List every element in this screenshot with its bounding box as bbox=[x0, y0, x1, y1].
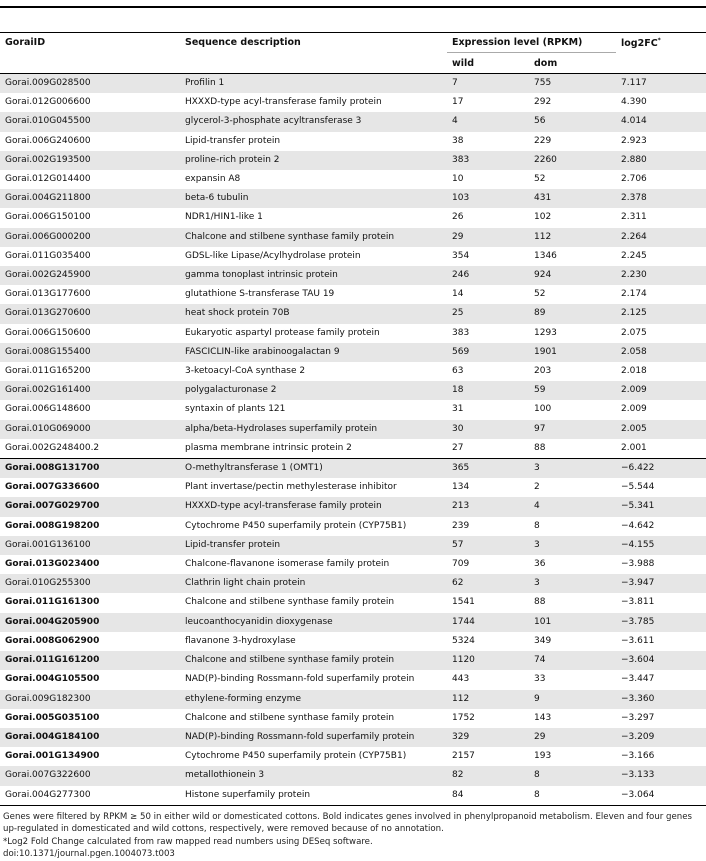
gene-id-cell: Gorai.006G150600 bbox=[0, 324, 180, 343]
description-cell: Chalcone and stilbene synthase family protein bbox=[180, 709, 447, 728]
gene-id-cell: Gorai.007G029700 bbox=[0, 497, 180, 516]
wild-rpkm-cell: 57 bbox=[447, 536, 529, 555]
gene-id-cell: Gorai.011G161300 bbox=[0, 593, 180, 612]
log2fc-cell: 7.117 bbox=[616, 74, 706, 94]
dom-rpkm-cell: 924 bbox=[529, 266, 616, 285]
gene-id-cell: Gorai.011G165200 bbox=[0, 362, 180, 381]
table-row bbox=[0, 420, 706, 439]
wild-rpkm-cell: 26 bbox=[447, 208, 529, 227]
dom-rpkm-cell: 755 bbox=[529, 74, 616, 94]
log2fc-cell: 2.264 bbox=[616, 228, 706, 247]
gene-id-cell: Gorai.010G069000 bbox=[0, 420, 180, 439]
gene-id-cell: Gorai.011G035400 bbox=[0, 247, 180, 266]
log2fc-cell: 2.230 bbox=[616, 266, 706, 285]
log2fc-cell: −3.811 bbox=[616, 593, 706, 612]
description-cell: flavanone 3-hydroxylase bbox=[180, 632, 447, 651]
gene-id-cell: Gorai.006G240600 bbox=[0, 132, 180, 151]
table-row bbox=[0, 362, 706, 381]
wild-rpkm-cell: 27 bbox=[447, 439, 529, 459]
wild-rpkm-cell: 354 bbox=[447, 247, 529, 266]
table-row bbox=[0, 632, 706, 651]
table-row bbox=[0, 478, 706, 497]
gene-id-cell: Gorai.002G248400.2 bbox=[0, 439, 180, 459]
log2fc-cell: 2.125 bbox=[616, 304, 706, 323]
wild-rpkm-cell: 84 bbox=[447, 786, 529, 806]
description-cell: GDSL-like Lipase/Acylhydrolase protein bbox=[180, 247, 447, 266]
dom-rpkm-cell: 4 bbox=[529, 497, 616, 516]
gene-id-cell: Gorai.002G245900 bbox=[0, 266, 180, 285]
log2fc-cell: −3.133 bbox=[616, 766, 706, 785]
log2fc-cell: −3.209 bbox=[616, 728, 706, 747]
dom-rpkm-cell: 52 bbox=[529, 285, 616, 304]
wild-rpkm-cell: 383 bbox=[447, 324, 529, 343]
wild-rpkm-cell: 10 bbox=[447, 170, 529, 189]
dom-rpkm-cell: 112 bbox=[529, 228, 616, 247]
description-cell: plasma membrane intrinsic protein 2 bbox=[180, 439, 447, 459]
gene-id-cell: Gorai.012G014400 bbox=[0, 170, 180, 189]
table-row bbox=[0, 247, 706, 266]
description-cell: HXXXD-type acyl-transferase family protein bbox=[180, 93, 447, 112]
gene-id-cell: Gorai.009G182300 bbox=[0, 690, 180, 709]
description-cell: ethylene-forming enzyme bbox=[180, 690, 447, 709]
log2fc-cell: 2.001 bbox=[616, 439, 706, 459]
dom-rpkm-cell: 229 bbox=[529, 132, 616, 151]
wild-rpkm-cell: 1752 bbox=[447, 709, 529, 728]
description-cell: Cytochrome P450 superfamily protein (CYP75B1) bbox=[180, 517, 447, 536]
table-row bbox=[0, 709, 706, 728]
dom-rpkm-cell: 2260 bbox=[529, 151, 616, 170]
wild-rpkm-cell: 29 bbox=[447, 228, 529, 247]
wild-rpkm-cell: 7 bbox=[447, 74, 529, 94]
description-cell: heat shock protein 70B bbox=[180, 304, 447, 323]
wild-rpkm-cell: 103 bbox=[447, 189, 529, 208]
dom-rpkm-cell: 8 bbox=[529, 517, 616, 536]
description-cell: O-methyltransferase 1 (OMT1) bbox=[180, 459, 447, 479]
wild-rpkm-cell: 383 bbox=[447, 151, 529, 170]
wild-rpkm-cell: 31 bbox=[447, 400, 529, 419]
table-row bbox=[0, 400, 706, 419]
gene-id-cell: Gorai.006G150100 bbox=[0, 208, 180, 227]
log2fc-cell: −4.155 bbox=[616, 536, 706, 555]
wild-rpkm-cell: 365 bbox=[447, 459, 529, 479]
gene-id-cell: Gorai.010G255300 bbox=[0, 574, 180, 593]
log2fc-cell: −3.604 bbox=[616, 651, 706, 670]
description-cell: leucoanthocyanidin dioxygenase bbox=[180, 613, 447, 632]
description-cell: Lipid-transfer protein bbox=[180, 132, 447, 151]
gene-id-cell: Gorai.013G177600 bbox=[0, 285, 180, 304]
log2fc-cell: −3.166 bbox=[616, 747, 706, 766]
header-expression-level: Expression level (RPKM) bbox=[447, 33, 616, 53]
dom-rpkm-cell: 29 bbox=[529, 728, 616, 747]
description-cell: NDR1/HIN1-like 1 bbox=[180, 208, 447, 227]
log2fc-cell: −4.642 bbox=[616, 517, 706, 536]
log2fc-cell: −3.064 bbox=[616, 786, 706, 806]
description-cell: beta-6 tubulin bbox=[180, 189, 447, 208]
description-cell: Cytochrome P450 superfamily protein (CYP75B1) bbox=[180, 747, 447, 766]
description-cell: glycerol-3-phosphate acyltransferase 3 bbox=[180, 112, 447, 131]
table-row bbox=[0, 651, 706, 670]
wild-rpkm-cell: 62 bbox=[447, 574, 529, 593]
gene-id-cell: Gorai.007G336600 bbox=[0, 478, 180, 497]
wild-rpkm-cell: 25 bbox=[447, 304, 529, 323]
gene-id-cell: Gorai.006G148600 bbox=[0, 400, 180, 419]
log2fc-cell: 2.311 bbox=[616, 208, 706, 227]
table-row bbox=[0, 536, 706, 555]
wild-rpkm-cell: 569 bbox=[447, 343, 529, 362]
header-sequence-description: Sequence description bbox=[180, 33, 447, 53]
description-cell: Chalcone and stilbene synthase family protein bbox=[180, 651, 447, 670]
log2fc-cell: 2.880 bbox=[616, 151, 706, 170]
gene-id-cell: Gorai.001G136100 bbox=[0, 536, 180, 555]
table-row bbox=[0, 786, 706, 806]
table-row bbox=[0, 189, 706, 208]
header-log2fc-footnote-mark: * bbox=[657, 36, 661, 44]
gene-id-cell: Gorai.008G062900 bbox=[0, 632, 180, 651]
gene-id-cell: Gorai.001G134900 bbox=[0, 747, 180, 766]
wild-rpkm-cell: 329 bbox=[447, 728, 529, 747]
table-row bbox=[0, 208, 706, 227]
log2fc-cell: 2.378 bbox=[616, 189, 706, 208]
log2fc-cell: −3.360 bbox=[616, 690, 706, 709]
dom-rpkm-cell: 59 bbox=[529, 381, 616, 400]
wild-rpkm-cell: 82 bbox=[447, 766, 529, 785]
gene-id-cell: Gorai.004G211800 bbox=[0, 189, 180, 208]
wild-rpkm-cell: 1120 bbox=[447, 651, 529, 670]
table-row bbox=[0, 343, 706, 362]
log2fc-cell: 2.018 bbox=[616, 362, 706, 381]
description-cell: metallothionein 3 bbox=[180, 766, 447, 785]
log2fc-cell: −3.947 bbox=[616, 574, 706, 593]
wild-rpkm-cell: 63 bbox=[447, 362, 529, 381]
header-log2fc-label: log2FC bbox=[621, 37, 658, 49]
dom-rpkm-cell: 97 bbox=[529, 420, 616, 439]
table-row bbox=[0, 112, 706, 131]
dom-rpkm-cell: 52 bbox=[529, 170, 616, 189]
header-wild: wild bbox=[447, 53, 529, 74]
wild-rpkm-cell: 239 bbox=[447, 517, 529, 536]
log2fc-cell: 2.009 bbox=[616, 400, 706, 419]
table-row bbox=[0, 555, 706, 574]
table-row bbox=[0, 228, 706, 247]
description-cell: 3-ketoacyl-CoA synthase 2 bbox=[180, 362, 447, 381]
dom-rpkm-cell: 203 bbox=[529, 362, 616, 381]
wild-rpkm-cell: 246 bbox=[447, 266, 529, 285]
table-row bbox=[0, 170, 706, 189]
log2fc-cell: 4.390 bbox=[616, 93, 706, 112]
table-header bbox=[0, 33, 706, 74]
log2fc-cell: −5.544 bbox=[616, 478, 706, 497]
wild-rpkm-cell: 17 bbox=[447, 93, 529, 112]
table-row bbox=[0, 747, 706, 766]
log2fc-cell: 2.009 bbox=[616, 381, 706, 400]
dom-rpkm-cell: 3 bbox=[529, 574, 616, 593]
dom-rpkm-cell: 56 bbox=[529, 112, 616, 131]
description-cell: Chalcone-flavanone isomerase family protein bbox=[180, 555, 447, 574]
description-cell: expansin A8 bbox=[180, 170, 447, 189]
log2fc-cell: 2.174 bbox=[616, 285, 706, 304]
expression-table bbox=[0, 32, 706, 806]
wild-rpkm-cell: 213 bbox=[447, 497, 529, 516]
description-cell: alpha/beta-Hydrolases superfamily protein bbox=[180, 420, 447, 439]
gene-id-cell: Gorai.004G105500 bbox=[0, 670, 180, 689]
gene-id-cell: Gorai.004G205900 bbox=[0, 613, 180, 632]
table-row bbox=[0, 132, 706, 151]
log2fc-cell: 2.075 bbox=[616, 324, 706, 343]
dom-rpkm-cell: 2 bbox=[529, 478, 616, 497]
description-cell: proline-rich protein 2 bbox=[180, 151, 447, 170]
table-row bbox=[0, 285, 706, 304]
footnote-doi: doi:10.1371/journal.pgen.1004073.t003 bbox=[3, 849, 175, 860]
table-row bbox=[0, 266, 706, 285]
dom-rpkm-cell: 3 bbox=[529, 459, 616, 479]
log2fc-cell: 2.058 bbox=[616, 343, 706, 362]
description-cell: Eukaryotic aspartyl protease family protein bbox=[180, 324, 447, 343]
gene-id-cell: Gorai.013G270600 bbox=[0, 304, 180, 323]
dom-rpkm-cell: 8 bbox=[529, 786, 616, 806]
dom-rpkm-cell: 88 bbox=[529, 439, 616, 459]
table-row bbox=[0, 593, 706, 612]
gene-id-cell: Gorai.008G198200 bbox=[0, 517, 180, 536]
table-row bbox=[0, 574, 706, 593]
footnote-filter: Genes were filtered by RPKM ≥ 50 in either wild or domesticated cottons. Bold indicates genes involved in phenylpropanoid metabolism. Eleven and four genes up-regulated in domesticated and wild cottons, respectively, were removed because of no annotation. bbox=[3, 811, 692, 835]
header-log2fc bbox=[616, 33, 706, 53]
log2fc-cell: 2.005 bbox=[616, 420, 706, 439]
description-cell: Clathrin light chain protein bbox=[180, 574, 447, 593]
table-row bbox=[0, 304, 706, 323]
dom-rpkm-cell: 193 bbox=[529, 747, 616, 766]
log2fc-cell: −3.785 bbox=[616, 613, 706, 632]
description-cell: polygalacturonase 2 bbox=[180, 381, 447, 400]
wild-rpkm-cell: 30 bbox=[447, 420, 529, 439]
wild-rpkm-cell: 38 bbox=[447, 132, 529, 151]
dom-rpkm-cell: 3 bbox=[529, 536, 616, 555]
gene-id-cell: Gorai.011G161200 bbox=[0, 651, 180, 670]
gene-id-cell: Gorai.005G035100 bbox=[0, 709, 180, 728]
table-row bbox=[0, 74, 706, 94]
description-cell: NAD(P)-binding Rossmann-fold superfamily protein bbox=[180, 728, 447, 747]
gene-id-cell: Gorai.004G184100 bbox=[0, 728, 180, 747]
dom-rpkm-cell: 1346 bbox=[529, 247, 616, 266]
table-row bbox=[0, 613, 706, 632]
description-cell: syntaxin of plants 121 bbox=[180, 400, 447, 419]
gene-id-cell: Gorai.004G277300 bbox=[0, 786, 180, 806]
wild-rpkm-cell: 134 bbox=[447, 478, 529, 497]
log2fc-cell: −3.611 bbox=[616, 632, 706, 651]
wild-rpkm-cell: 1744 bbox=[447, 613, 529, 632]
table-row bbox=[0, 670, 706, 689]
description-cell: Histone superfamily protein bbox=[180, 786, 447, 806]
description-cell: gamma tonoplast intrinsic protein bbox=[180, 266, 447, 285]
description-cell: Profilin 1 bbox=[180, 74, 447, 94]
header-gorai-id: GoraiID bbox=[0, 33, 180, 53]
dom-rpkm-cell: 431 bbox=[529, 189, 616, 208]
description-cell: Chalcone and stilbene synthase family protein bbox=[180, 228, 447, 247]
description-cell: Lipid-transfer protein bbox=[180, 536, 447, 555]
wild-rpkm-cell: 2157 bbox=[447, 747, 529, 766]
wild-rpkm-cell: 1541 bbox=[447, 593, 529, 612]
gene-id-cell: Gorai.012G006600 bbox=[0, 93, 180, 112]
wild-rpkm-cell: 709 bbox=[447, 555, 529, 574]
description-cell: NAD(P)-binding Rossmann-fold superfamily protein bbox=[180, 670, 447, 689]
wild-rpkm-cell: 18 bbox=[447, 381, 529, 400]
description-cell: glutathione S-transferase TAU 19 bbox=[180, 285, 447, 304]
wild-rpkm-cell: 4 bbox=[447, 112, 529, 131]
log2fc-cell: −3.447 bbox=[616, 670, 706, 689]
table-row bbox=[0, 459, 706, 479]
gene-id-cell: Gorai.002G193500 bbox=[0, 151, 180, 170]
dom-rpkm-cell: 8 bbox=[529, 766, 616, 785]
header-dom: dom bbox=[529, 53, 616, 74]
description-cell: Plant invertase/pectin methylesterase inhibitor bbox=[180, 478, 447, 497]
log2fc-cell: −5.341 bbox=[616, 497, 706, 516]
dom-rpkm-cell: 102 bbox=[529, 208, 616, 227]
table-row bbox=[0, 517, 706, 536]
footnote-log2fc: *Log2 Fold Change calculated from raw mapped read numbers using DESeq software. bbox=[3, 836, 373, 847]
dom-rpkm-cell: 36 bbox=[529, 555, 616, 574]
table-row bbox=[0, 151, 706, 170]
log2fc-cell: 2.923 bbox=[616, 132, 706, 151]
dom-rpkm-cell: 33 bbox=[529, 670, 616, 689]
description-cell: FASCICLIN-like arabinoogalactan 9 bbox=[180, 343, 447, 362]
description-cell: HXXXD-type acyl-transferase family protein bbox=[180, 497, 447, 516]
dom-rpkm-cell: 1293 bbox=[529, 324, 616, 343]
table-row bbox=[0, 728, 706, 747]
gene-id-cell: Gorai.008G155400 bbox=[0, 343, 180, 362]
dom-rpkm-cell: 89 bbox=[529, 304, 616, 323]
wild-rpkm-cell: 14 bbox=[447, 285, 529, 304]
gene-id-cell: Gorai.013G023400 bbox=[0, 555, 180, 574]
dom-rpkm-cell: 349 bbox=[529, 632, 616, 651]
dom-rpkm-cell: 100 bbox=[529, 400, 616, 419]
wild-rpkm-cell: 5324 bbox=[447, 632, 529, 651]
gene-id-cell: Gorai.007G322600 bbox=[0, 766, 180, 785]
table-row bbox=[0, 324, 706, 343]
log2fc-cell: 2.706 bbox=[616, 170, 706, 189]
log2fc-cell: −6.422 bbox=[616, 459, 706, 479]
gene-id-cell: Gorai.009G028500 bbox=[0, 74, 180, 94]
dom-rpkm-cell: 101 bbox=[529, 613, 616, 632]
wild-rpkm-cell: 443 bbox=[447, 670, 529, 689]
table-row bbox=[0, 439, 706, 459]
dom-rpkm-cell: 292 bbox=[529, 93, 616, 112]
table-row bbox=[0, 766, 706, 785]
wild-rpkm-cell: 112 bbox=[447, 690, 529, 709]
log2fc-cell: 4.014 bbox=[616, 112, 706, 131]
dom-rpkm-cell: 1901 bbox=[529, 343, 616, 362]
log2fc-cell: −3.297 bbox=[616, 709, 706, 728]
footnotes bbox=[0, 811, 706, 861]
dom-rpkm-cell: 143 bbox=[529, 709, 616, 728]
gene-id-cell: Gorai.002G161400 bbox=[0, 381, 180, 400]
dom-rpkm-cell: 9 bbox=[529, 690, 616, 709]
gene-id-cell: Gorai.008G131700 bbox=[0, 459, 180, 479]
table-row bbox=[0, 93, 706, 112]
log2fc-cell: 2.245 bbox=[616, 247, 706, 266]
gene-id-cell: Gorai.006G000200 bbox=[0, 228, 180, 247]
dom-rpkm-cell: 88 bbox=[529, 593, 616, 612]
table-body bbox=[0, 74, 706, 806]
description-cell: Chalcone and stilbene synthase family protein bbox=[180, 593, 447, 612]
table-row bbox=[0, 690, 706, 709]
table-row bbox=[0, 381, 706, 400]
gene-id-cell: Gorai.010G045500 bbox=[0, 112, 180, 131]
table-row bbox=[0, 497, 706, 516]
dom-rpkm-cell: 74 bbox=[529, 651, 616, 670]
log2fc-cell: −3.988 bbox=[616, 555, 706, 574]
